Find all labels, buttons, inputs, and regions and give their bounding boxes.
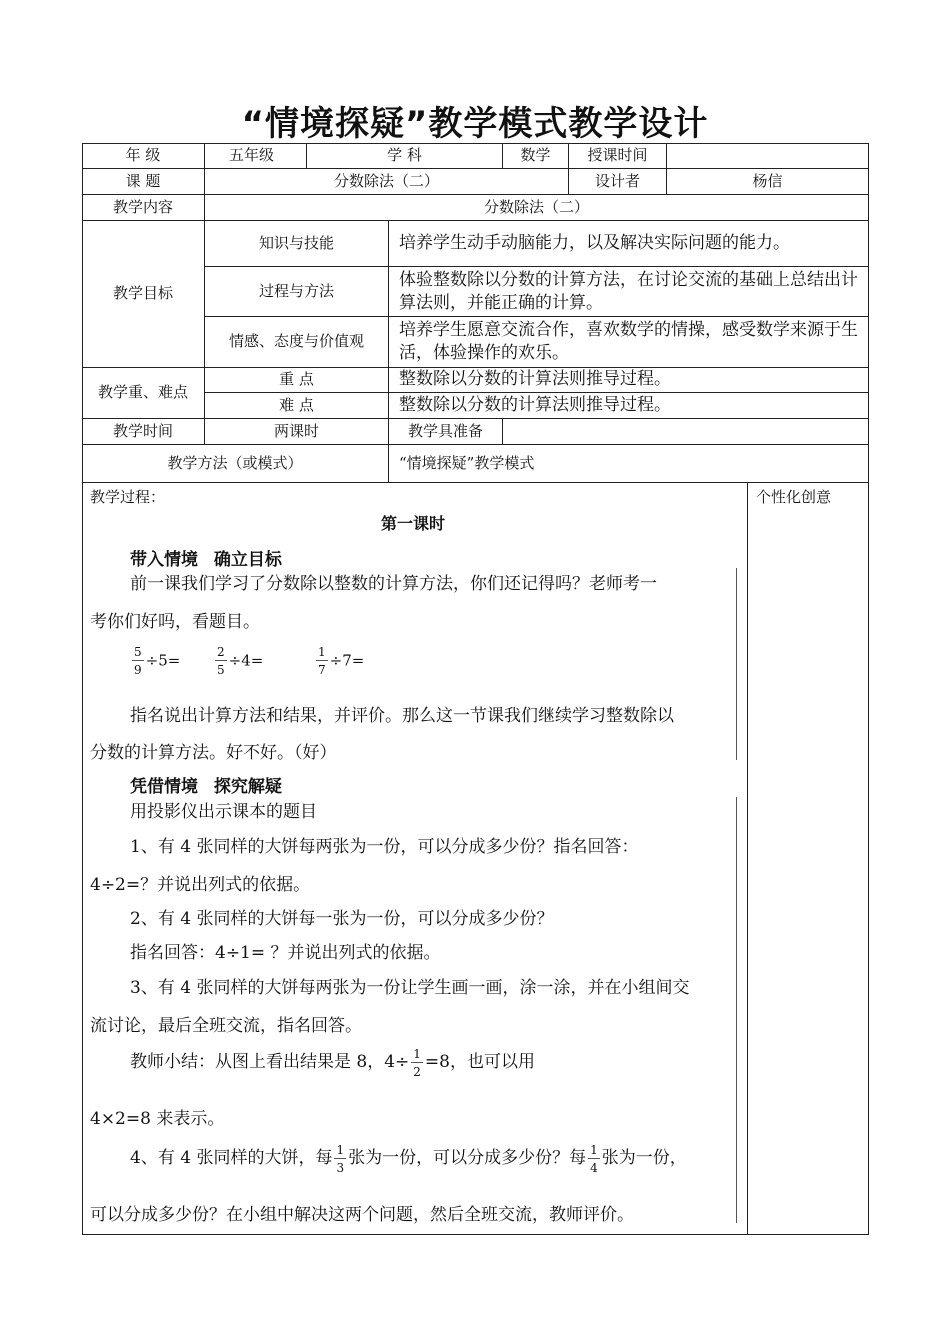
goal-text-process: 体验整数除以分数的计算方法，在讨论交流的基础上总结出计算法则，并能正确的计算。 (389, 267, 869, 317)
goal-text-knowledge: 培养学生动手动脑能力，以及解决实际问题的能力。 (389, 221, 869, 267)
topic-label: 课 题 (82, 169, 205, 195)
keypoints-label: 教学重、难点 (82, 368, 205, 419)
key-label: 重 点 (205, 368, 389, 393)
fraction: $\frac{1}{4}$ (590, 1142, 598, 1175)
question-3a: 3、有 4 张同样的大饼每两张为一份让学生画一画，涂一涂，并在小组间交 (130, 978, 690, 998)
question-4b: 可以分成多少份？在小组中解决这两个问题，然后全班交流，教师评价。 (90, 1205, 634, 1225)
designer-value: 杨信 (667, 169, 869, 195)
question-1b: 4÷2=？并说出列式的依据。 (90, 875, 311, 895)
exercise-3: $\frac{1}{7}$ ÷7= (318, 645, 365, 677)
exercise-1: $\frac{5}{9}$ ÷5= (134, 645, 181, 677)
fraction: $\frac{5}{9}$ (134, 645, 142, 677)
subject-label: 学 科 (307, 143, 503, 169)
section-heading-1: 带入情境 确立目标 (130, 550, 282, 570)
designer-label: 设计者 (569, 169, 667, 195)
topic-value: 分数除法（二） (205, 169, 569, 195)
tools-label: 教学具准备 (389, 419, 503, 445)
method-value: “情境探疑”教学模式 (389, 445, 869, 483)
tools-value (503, 419, 869, 445)
lesson-title: 第一课时 (380, 514, 445, 533)
exercise-2: $\frac{2}{5}$ ÷4= (217, 645, 264, 677)
question-4a: 4、有 4 张同样的大饼，每 $\frac{1}{3}$ 张为一份，可以分成多少份？每 $\frac{1}{4}$ 张为一份， (130, 1142, 687, 1175)
key-text: 整数除以分数的计算法则推导过程。 (389, 368, 869, 393)
margin-rule (736, 797, 737, 1223)
teacher-summary-b: 4×2=8 来表示。 (90, 1109, 225, 1129)
question-2a: 2、有 4 张同样的大饼每一张为一份，可以分成多少份？ (130, 909, 554, 929)
paragraph-1b: 考你们好吗，看题目。 (90, 612, 260, 632)
goal-name-attitude: 情感、态度与价值观 (205, 317, 389, 368)
goal-text-attitude: 培养学生愿意交流合作，喜欢数学的情操，感受数学来源于生活，体验操作的欢乐。 (389, 317, 869, 368)
paragraph-2a: 指名说出计算方法和结果，并评价。那么这一节课我们继续学习整数除以 (130, 706, 674, 726)
paragraph-3: 用投影仪出示课本的题目 (130, 802, 317, 822)
document-title: “情境探疑”教学模式教学设计 (241, 104, 709, 144)
goals-label: 教学目标 (82, 221, 205, 368)
class-time-label: 授课时间 (569, 143, 667, 169)
method-label: 教学方法（或模式） (82, 445, 389, 483)
question-1a: 1、有 4 张同样的大饼每两张为一份，可以分成多少份？指名回答： (130, 837, 639, 857)
hard-label: 难 点 (205, 393, 389, 419)
margin-rule (736, 568, 737, 760)
grade-value: 五年级 (205, 143, 307, 169)
hard-text: 整数除以分数的计算法则推导过程。 (389, 393, 869, 419)
paragraph-1a: 前一课我们学习了分数除以整数的计算方法，你们还记得吗？老师考一 (130, 574, 657, 594)
teaching-time-label: 教学时间 (82, 419, 205, 445)
content-value: 分数除法（二） (205, 195, 869, 221)
content-label: 教学内容 (82, 195, 205, 221)
fraction: $\frac{1}{2}$ (413, 1046, 421, 1079)
goal-name-knowledge: 知识与技能 (205, 221, 389, 267)
subject-value: 数学 (503, 143, 569, 169)
goal-name-process: 过程与方法 (205, 267, 389, 317)
section-heading-2: 凭借情境 探究解疑 (130, 777, 282, 797)
creative-column-label: 个性化创意 (756, 488, 832, 506)
fraction: $\frac{2}{5}$ (217, 645, 225, 677)
fraction: $\frac{1}{3}$ (336, 1142, 345, 1175)
process-label: 教学过程： (90, 488, 166, 506)
process-side-cell (748, 483, 869, 1235)
teaching-time-value: 两课时 (205, 419, 389, 445)
grade-label: 年 级 (82, 143, 205, 169)
question-3b: 流讨论，最后全班交流，指名回答。 (90, 1016, 362, 1036)
fraction: $\frac{1}{7}$ (318, 645, 326, 677)
paragraph-2b: 分数的计算方法。好不好。（好） (90, 743, 337, 763)
teacher-summary: 教师小结：从图上看出结果是 8，4÷ $\frac{1}{2}$ =8，也可以用 (130, 1046, 535, 1079)
class-time-value (667, 143, 869, 169)
question-2b: 指名回答：4÷1= ？并说出列式的依据。 (130, 943, 441, 963)
